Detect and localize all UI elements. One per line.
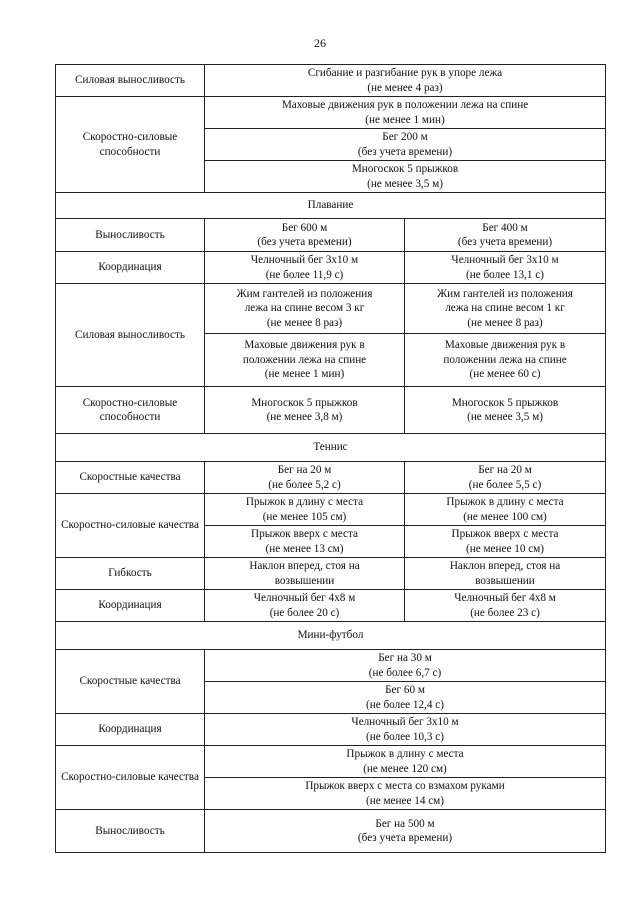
quality-cell: Силовая выносливость [56,65,205,97]
test-name: Жим гантелей из положения [236,287,373,300]
test-cell [205,714,606,746]
test-cell-boys [205,219,405,252]
test-cell [205,778,606,810]
quality-cell: Выносливость [56,219,205,252]
test-name: Бег 200 м [382,131,428,143]
page-number: 26 [314,36,326,50]
test-cell-boys [205,494,405,526]
test-name-cont: лежа на спине весом 1 кг [445,302,565,315]
table-row [56,65,606,97]
quality-cell: Силовая выносливость [56,284,205,387]
test-norm: (без учета времени) [357,145,453,158]
quality-cell: Гибкость [56,558,205,590]
test-name: Бег 60 м [385,684,425,696]
quality-cell: Скоростно-силовые способности [56,387,205,434]
test-cell-boys [205,558,405,590]
test-cell-boys [205,252,405,284]
section-row [56,193,606,219]
test-norm: (не менее 60 с) [469,368,541,381]
quality-cell: Скоростно-силовые качества [56,494,205,558]
table-row [56,650,606,682]
quality-cell: Скоростные качества [56,462,205,494]
test-cell [205,682,606,714]
test-norm: (не более 20 с) [269,606,340,619]
test-norm: (не более 23 с) [470,606,540,619]
test-name: Маховые движения рук в [444,339,566,352]
test-cell-boys [205,284,405,334]
test-norm: (не более 10,3 с) [366,730,444,743]
table-row [56,97,606,129]
test-norm: (не менее 105 см) [262,510,347,523]
test-cell-girls [405,387,606,434]
test-name: Бег 600 м [281,221,328,234]
section-title: Мини-футбол [56,622,606,650]
test-name: Наклон вперед, стоя на [249,560,360,572]
test-norm: (не менее 8 раз) [266,316,343,329]
test-name: Многоскок 5 прыжков [251,396,358,409]
table-row [56,714,606,746]
table-row [56,462,606,494]
test-cell [205,650,606,682]
test-name: Бег на 20 м [277,464,332,476]
test-name: Челночный бег 4х8 м [253,592,356,604]
test-cell-boys [205,462,405,494]
test-cell [205,129,606,161]
test-cell-boys [205,387,405,434]
test-cell-girls [405,558,606,590]
test-cell-boys [205,334,405,387]
test-norm: (не менее 3,5 м) [467,411,543,423]
test-cell [205,810,606,853]
quality-cell: Скоростно-силовые качества [56,746,205,810]
test-norm: (без учета времени) [257,236,352,248]
test-norm: (без учета времени) [357,832,453,844]
test-name: Маховые движения рук в положении лежа на спине [281,99,529,111]
test-cell [205,97,606,129]
table-row [56,810,606,853]
test-norm: (не более 5,5 с) [468,478,542,491]
test-name: Бег на 500 м [375,817,435,830]
test-name: Челночный бег 4х8 м [454,592,556,604]
test-name: Наклон вперед, стоя на [449,560,561,572]
test-norm: (не менее 14 см) [366,794,444,807]
test-norm: (не менее 13 см) [265,542,344,555]
test-norm: (не менее 1 мин) [264,368,345,381]
test-name: Многоскок 5 прыжков [351,163,459,175]
test-name: Прыжок вверх с места [451,528,559,540]
test-name-cont: возвышении [274,574,335,587]
test-name: Челночный бег 3х10 м [250,254,359,266]
test-cell [205,161,606,193]
test-name: Прыжок вверх с места [251,528,358,540]
test-norm: (не более 6,7 с) [368,666,442,679]
test-name: Челночный бег 3х10 м [351,716,459,728]
test-cell-girls [405,334,606,387]
table-row [56,284,606,334]
test-name-cont: положении лежа на спине [443,353,567,366]
test-name: Жим гантелей из положения [437,287,573,300]
quality-cell: Координация [56,590,205,622]
test-cell-boys [205,526,405,558]
test-name-cont: лежа на спине весом 3 кг [244,302,365,315]
section-row [56,434,606,462]
test-name-cont: положении лежа на спине [242,353,367,366]
test-cell-girls [405,526,606,558]
test-name: Бег на 20 м [478,464,532,476]
test-name: Многоскок 5 прыжков [451,396,559,409]
test-name: Прыжок в длину с места [446,496,564,508]
section-row [56,622,606,650]
table-row [56,252,606,284]
table-row [56,590,606,622]
table-row [56,558,606,590]
test-name: Сгибание и разгибание рук в упоре лежа [307,67,503,79]
test-name: Маховые движения рук в [244,339,365,352]
table-row [56,746,606,778]
test-name: Прыжок вверх с места со взмахом руками [305,780,505,792]
table-row [56,387,606,434]
test-norm: (не более 11,9 с) [265,268,344,281]
test-norm: (не менее 4 раз) [367,81,443,94]
test-norm: (не менее 1 мин) [365,113,445,126]
test-norm: (не менее 10 см) [466,542,544,555]
table-row [56,219,606,252]
test-norm: (не более 5,2 с) [268,478,341,491]
quality-cell: Скоростные качества [56,650,205,714]
standards-table [55,64,606,853]
quality-cell: Выносливость [56,810,205,853]
test-norm: (не более 13,1 с) [466,268,544,281]
test-cell-girls [405,219,606,252]
test-name: Бег на 30 м [378,652,432,664]
test-cell-girls [405,462,606,494]
test-cell [205,65,606,97]
test-norm: (не менее 100 см) [463,510,547,523]
test-norm: (не менее 8 раз) [467,316,543,329]
test-name: Челночный бег 3х10 м [451,254,559,266]
test-name-cont: возвышении [475,574,535,587]
test-name: Бег 400 м [482,221,528,234]
quality-cell: Координация [56,252,205,284]
test-cell-girls [405,494,606,526]
table-row [56,494,606,526]
test-cell-girls [405,590,606,622]
test-norm: (не менее 3,8 м) [266,411,343,423]
test-cell [205,746,606,778]
test-norm: (не менее 3,5 м) [367,177,443,190]
test-norm: (не более 12,4 с) [366,698,444,711]
quality-cell: Координация [56,714,205,746]
section-title: Плавание [56,193,606,219]
test-norm: (не менее 120 см) [363,762,447,775]
quality-cell: Скоростно-силовые способности [56,97,205,193]
test-norm: (без учета времени) [457,236,553,248]
test-cell-boys [205,590,405,622]
test-cell-girls [405,252,606,284]
test-name: Прыжок в длину с места [346,748,464,760]
test-cell-girls [405,284,606,334]
section-title: Теннис [56,434,606,462]
test-name: Прыжок в длину с места [245,496,364,508]
